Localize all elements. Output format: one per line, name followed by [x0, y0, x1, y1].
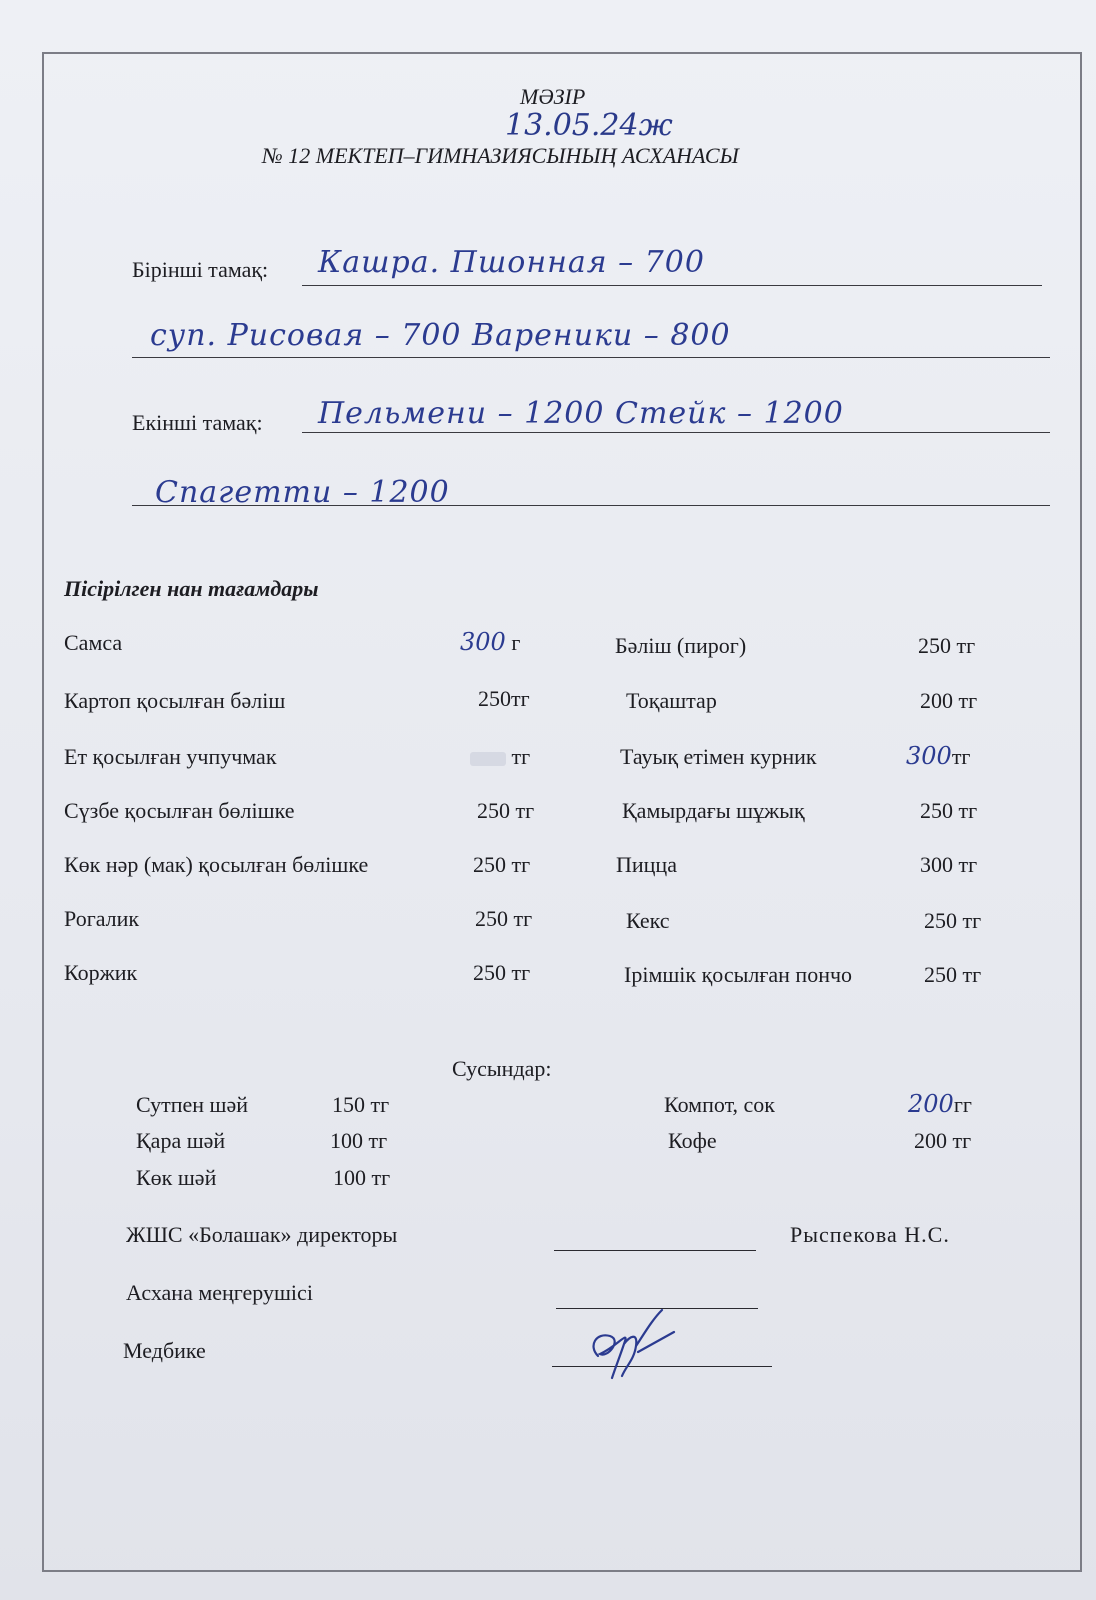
- director-label: ЖШС «Болашак» директоры: [126, 1222, 398, 1247]
- bakery-item-price: 300 тг: [920, 852, 978, 877]
- drink-item-price: 100 тг: [333, 1165, 391, 1190]
- bakery-item-name: Коржик: [64, 960, 138, 985]
- bakery-item-name: Көк нәр (мак) қосылған бөлішке: [64, 852, 369, 877]
- bakery-item-price: 250тг: [478, 686, 530, 711]
- smudged-price: [470, 752, 506, 766]
- drink-item-price: 200гг: [908, 1090, 972, 1118]
- canteen-manager-label: Асхана меңгерушісі: [126, 1280, 313, 1305]
- director-name: Рыспекова Н.С.: [790, 1222, 950, 1247]
- bakery-item-name: Бәліш (пирог): [615, 633, 747, 658]
- first-course-label: Бірінші тамақ:: [132, 257, 269, 282]
- school-canteen-subtitle: № 12 МЕКТЕП–ГИМНАЗИЯСЫНЫҢ АСХАНАСЫ: [262, 143, 739, 168]
- bakery-item-price: 300тг: [906, 742, 971, 770]
- bakery-item-price: 250 тг: [473, 960, 531, 985]
- nurse-label: Медбике: [123, 1338, 206, 1363]
- drink-item-name: Сутпен шәй: [136, 1092, 249, 1117]
- nurse-handwritten-signature: [578, 1306, 678, 1386]
- drinks-section-title: Сусындар:: [452, 1056, 552, 1081]
- bakery-item-price: 250 тг: [475, 906, 533, 931]
- drink-item-name: Көк шәй: [136, 1165, 217, 1190]
- bakery-item-name: Картоп қосылған бәліш: [64, 688, 286, 713]
- bakery-item-price: 300 г: [460, 628, 521, 656]
- second-course-line1: Пельмени – 1200 Стейк – 1200: [318, 396, 844, 431]
- bakery-item-name: Қамырдағы шұжық: [622, 798, 805, 823]
- drink-item-price: 200 тг: [914, 1128, 972, 1153]
- menu-title: МӘЗІР: [520, 84, 586, 109]
- bakery-item-name: Тауық етімен курник: [620, 744, 817, 769]
- bakery-section-title: Пісірілген нан тағамдары: [64, 576, 319, 601]
- bakery-item-price: 250 тг: [918, 633, 976, 658]
- second-course-line2: Спагетти – 1200: [155, 475, 450, 510]
- bakery-item-price: 250 тг: [473, 852, 531, 877]
- drink-item-price: 150 тг: [332, 1092, 390, 1117]
- director-signature-line: [554, 1250, 756, 1251]
- first-course-underline-2: [132, 357, 1050, 358]
- bakery-item-name: Ет қосылған учпучмак: [64, 744, 277, 769]
- first-course-underline-1: [302, 285, 1042, 286]
- bakery-item-price: тг: [470, 744, 530, 770]
- second-course-label: Екінші тамақ:: [132, 410, 263, 435]
- bakery-item-name: Рогалик: [64, 906, 140, 931]
- first-course-line2: суп. Рисовая – 700 Вареники – 800: [150, 318, 731, 353]
- drink-item-name: Қара шәй: [136, 1128, 226, 1153]
- bakery-item-name: Тоқаштар: [626, 688, 717, 713]
- drink-item-price: 100 тг: [330, 1128, 388, 1153]
- bakery-item-name: Сүзбе қосылған бөлішке: [64, 798, 295, 823]
- first-course-line1: Кашра. Пшонная – 700: [318, 245, 705, 280]
- bakery-item-price: 250 тг: [477, 798, 535, 823]
- second-course-underline-1: [302, 432, 1050, 433]
- bakery-item-name: Кекс: [626, 908, 670, 933]
- drink-item-name: Кофе: [668, 1128, 717, 1153]
- second-course-underline-2: [132, 505, 1050, 506]
- bakery-item-price: 200 тг: [920, 688, 978, 713]
- bakery-item-price: 250 тг: [920, 798, 978, 823]
- handwritten-date: 13.05.24ж: [505, 108, 673, 143]
- bakery-item-name: Самса: [64, 630, 123, 655]
- drink-item-name: Компот, сок: [664, 1092, 775, 1117]
- bakery-item-name: Пицца: [616, 852, 677, 877]
- bakery-item-price: 250 тг: [924, 908, 982, 933]
- bakery-item-name: Ірімшік қосылған пончо: [624, 962, 853, 987]
- bakery-item-price: 250 тг: [924, 962, 982, 987]
